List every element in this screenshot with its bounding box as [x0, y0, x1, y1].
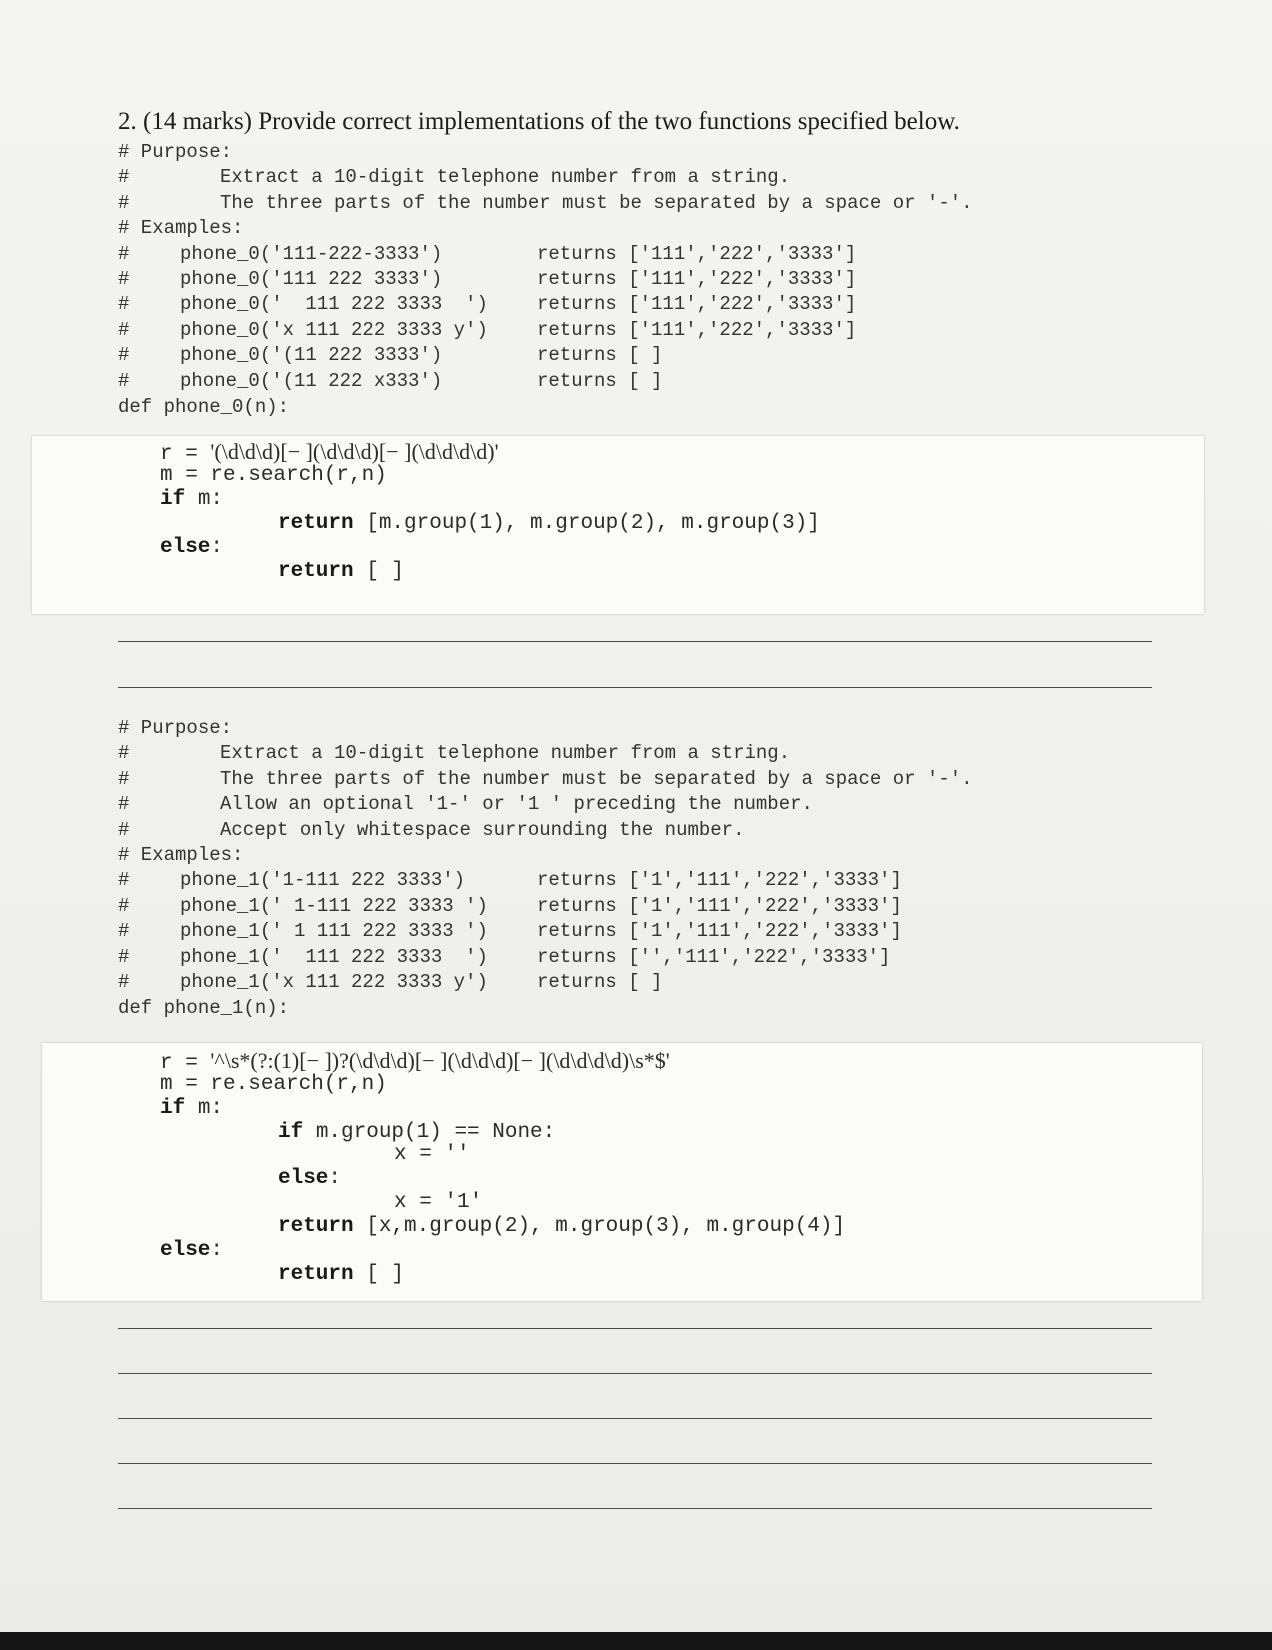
purpose-line: # The three parts of the number must be separated by a space or '-'. — [118, 191, 973, 214]
assign-empty-line: x = '' — [394, 1143, 470, 1166]
example-line: # phone_1(' 1 111 222 3333 ') returns ['1','111','222','3333'] — [118, 920, 902, 943]
example-line: # phone_0('111-222-3333') returns ['111','222','3333'] — [118, 242, 857, 265]
phone1-answer — [42, 1043, 1202, 1301]
return-line: return [x,m.group(2), m.group(3), m.group(4)] — [278, 1215, 846, 1238]
else-line: else: — [160, 1239, 224, 1262]
purpose-label: # Purpose: — [118, 141, 233, 163]
regex-line: r = '(\d\d\d)[− ](\d\d\d)[− ](\d\d\d\d)' — [160, 439, 499, 466]
example-line: # phone_0('111 222 3333') returns ['111','222','3333'] — [118, 267, 857, 290]
purpose-line: # The three parts of the number must be separated by a space or '-'. — [118, 767, 973, 790]
assign-one-line: x = '1' — [394, 1191, 483, 1214]
examples-label: # Examples: — [118, 217, 244, 240]
else-line: else: — [160, 536, 224, 559]
question-title: 2. (14 marks) Provide correct implementations of the two functions specified below. — [118, 108, 960, 135]
example-line: # phone_0('x 111 222 3333 y') returns ['111','222','3333'] — [118, 318, 857, 341]
purpose-line: # Extract a 10-digit telephone number from a string. — [118, 742, 791, 765]
example-line: # phone_0('(11 222 x333') returns [ ] — [118, 369, 663, 392]
if-line: if m: — [160, 1097, 224, 1120]
example-line: # phone_0(' 111 222 3333 ') returns ['111','222','3333'] — [118, 293, 857, 316]
return-empty-line: return [ ] — [278, 560, 405, 583]
purpose-line: # Accept only whitespace surrounding the number. — [118, 818, 745, 841]
example-line: # phone_1('1-111 222 3333') returns ['1','111','222','3333'] — [118, 869, 902, 892]
purpose-label: # Purpose: — [118, 717, 233, 739]
return-empty-line: return [ ] — [278, 1263, 405, 1286]
example-line: # phone_1(' 111 222 3333 ') returns ['','111','222','3333'] — [118, 945, 891, 968]
example-line: # phone_1(' 1-111 222 3333 ') returns ['1','111','222','3333'] — [118, 894, 902, 917]
purpose-line: # Extract a 10-digit telephone number from a string. — [118, 166, 791, 189]
if-line: if m: — [160, 488, 224, 511]
answer-line — [118, 1418, 1152, 1419]
inner-else-line: else: — [278, 1167, 342, 1190]
inner-if-line: if m.group(1) == None: — [278, 1121, 556, 1144]
example-line: # phone_1('x 111 222 3333 y') returns [ ] — [118, 970, 663, 993]
search-line: m = re.search(r,n) — [160, 1073, 387, 1096]
search-line: m = re.search(r,n) — [160, 464, 387, 487]
scan-bottom-edge — [0, 1632, 1272, 1650]
answer-line — [118, 1328, 1152, 1329]
answer-line — [118, 1373, 1152, 1374]
return-line: return [m.group(1), m.group(2), m.group(3)] — [278, 512, 820, 535]
regex-line: r = '^\s*(?:(1)[− ])?(\d\d\d)[− ](\d\d\d)[− ](\d\d\d\d)\s*$' — [160, 1048, 670, 1075]
answer-line — [118, 687, 1152, 688]
phone1-spec — [118, 716, 973, 1021]
answer-line — [118, 1508, 1152, 1509]
phone0-spec — [118, 140, 973, 420]
def-line: def phone_1(n): — [118, 997, 290, 1020]
example-line: # phone_0('(11 222 3333') returns [ ] — [118, 344, 663, 367]
answer-line — [118, 1463, 1152, 1464]
examples-label: # Examples: — [118, 843, 244, 866]
answer-line — [118, 641, 1152, 642]
phone0-answer — [32, 436, 1204, 614]
def-line: def phone_0(n): — [118, 395, 290, 418]
purpose-line: # Allow an optional '1-' or '1 ' preceding the number. — [118, 793, 813, 816]
